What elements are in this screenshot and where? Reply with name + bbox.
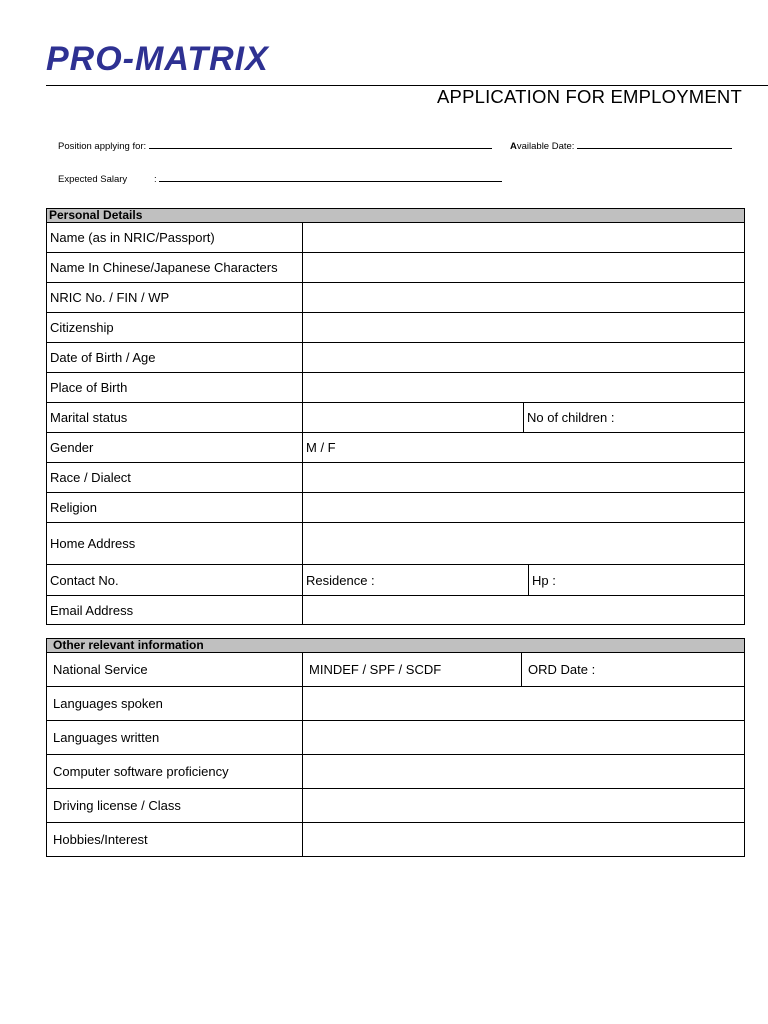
- religion-field[interactable]: [303, 493, 745, 523]
- hobbies-field[interactable]: [303, 823, 745, 857]
- other-info-table: [46, 638, 745, 857]
- lang-spoken-label: Languages spoken: [47, 687, 303, 721]
- race-field[interactable]: [303, 463, 745, 493]
- citizenship-field[interactable]: [303, 313, 745, 343]
- marital-label: Marital status: [47, 403, 303, 433]
- salary-colon: :: [154, 174, 157, 185]
- children-label[interactable]: No of children :: [524, 403, 745, 433]
- computer-label: Computer software proficiency: [47, 755, 303, 789]
- citizenship-label: Citizenship: [47, 313, 303, 343]
- other-info-heading: Other relevant information: [47, 639, 745, 653]
- email-field[interactable]: [303, 596, 745, 625]
- pob-field[interactable]: [303, 373, 745, 403]
- religion-label: Religion: [47, 493, 303, 523]
- driving-field[interactable]: [303, 789, 745, 823]
- residence-field[interactable]: Residence :: [303, 565, 529, 596]
- gender-field[interactable]: M / F: [303, 433, 745, 463]
- salary-row: [154, 174, 502, 185]
- lang-spoken-field[interactable]: [303, 687, 745, 721]
- lang-written-label: Languages written: [47, 721, 303, 755]
- chinese-name-field[interactable]: [303, 253, 745, 283]
- personal-details-heading: Personal Details: [47, 209, 745, 223]
- form-title: APPLICATION FOR EMPLOYMENT: [436, 86, 742, 107]
- salary-line[interactable]: [159, 180, 502, 182]
- available-date-line[interactable]: [577, 147, 732, 149]
- dob-label: Date of Birth / Age: [47, 343, 303, 373]
- position-label: Position applying for:: [58, 141, 147, 152]
- name-label: Name (as in NRIC/Passport): [47, 223, 303, 253]
- marital-field[interactable]: [303, 403, 524, 433]
- position-line[interactable]: [149, 147, 492, 149]
- salary-label: Expected Salary: [58, 174, 128, 185]
- dob-field[interactable]: [303, 343, 745, 373]
- ns-label: National Service: [47, 653, 303, 687]
- ord-date-field[interactable]: ORD Date :: [522, 653, 745, 687]
- address-label: Home Address: [47, 523, 303, 565]
- company-logo: PRO-MATRIX: [46, 40, 269, 78]
- pob-label: Place of Birth: [47, 373, 303, 403]
- address-field[interactable]: [303, 523, 745, 565]
- hobbies-label: Hobbies/Interest: [47, 823, 303, 857]
- name-field[interactable]: [303, 223, 745, 253]
- contact-label: Contact No.: [47, 565, 303, 596]
- lang-written-field[interactable]: [303, 721, 745, 755]
- gender-label: Gender: [47, 433, 303, 463]
- hp-field[interactable]: Hp :: [529, 565, 745, 596]
- driving-label: Driving license / Class: [47, 789, 303, 823]
- chinese-name-label: Name In Chinese/Japanese Characters: [47, 253, 303, 283]
- available-label: vailable Date:: [516, 141, 575, 152]
- available-label-initial: A: [510, 141, 517, 152]
- available-row: [510, 141, 732, 152]
- nric-label: NRIC No. / FIN / WP: [47, 283, 303, 313]
- ns-field[interactable]: MINDEF / SPF / SCDF: [303, 653, 522, 687]
- position-row: [58, 141, 492, 152]
- race-label: Race / Dialect: [47, 463, 303, 493]
- nric-field[interactable]: [303, 283, 745, 313]
- email-label: Email Address: [47, 596, 303, 625]
- computer-field[interactable]: [303, 755, 745, 789]
- personal-details-table: [46, 208, 745, 625]
